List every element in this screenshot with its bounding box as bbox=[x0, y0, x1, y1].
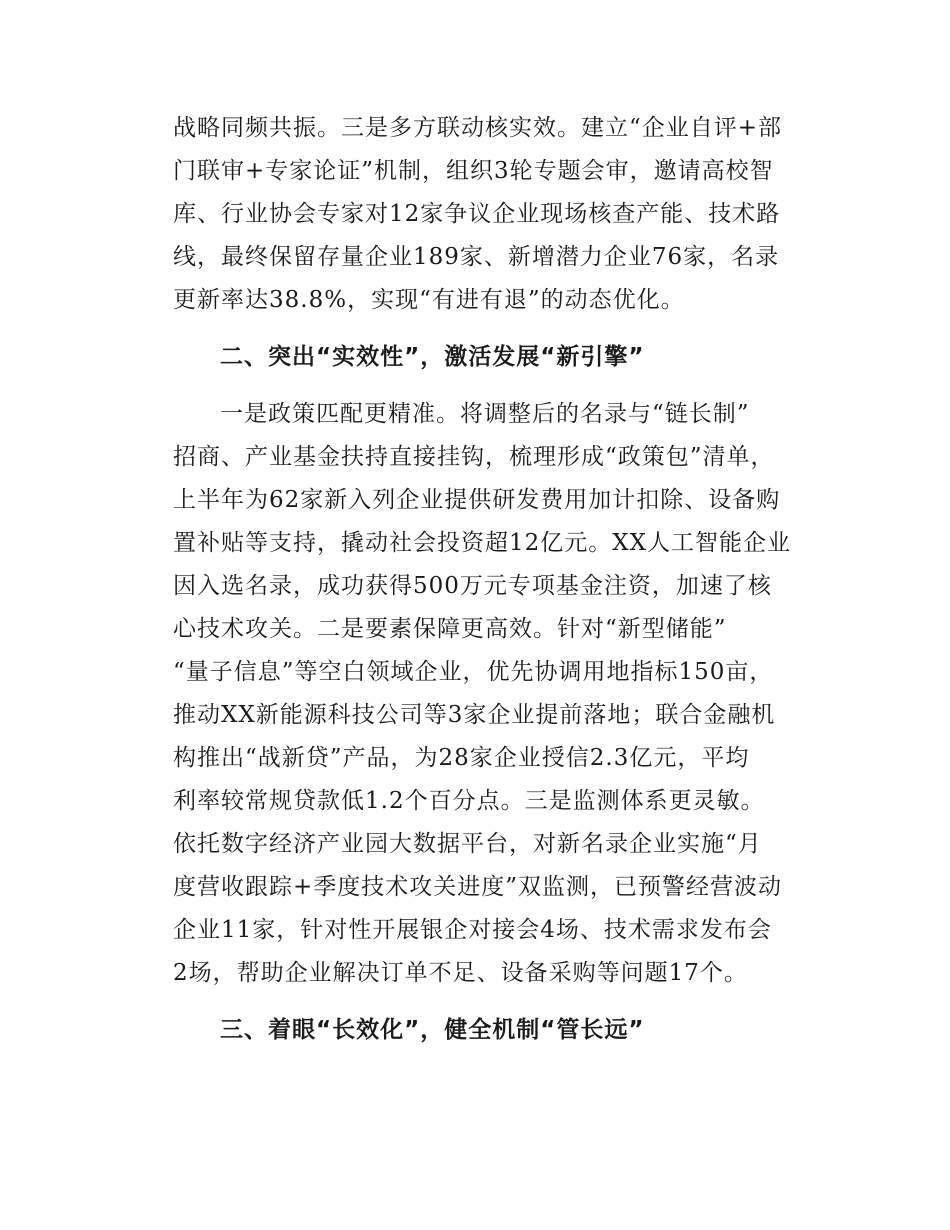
text-line: 招商、产业基金扶持直接挂钩，梳理形成“政策包”清单， bbox=[173, 444, 775, 470]
text-line: 构推出“战新贷”产品，为28家企业授信2.3亿元，平均 bbox=[173, 745, 750, 771]
text-line: 依托数字经济产业园大数据平台，对新名录企业实施“月 bbox=[173, 831, 762, 857]
text-line: 战略同频共振。三是多方联动核实效。建立“企业自评+部 bbox=[173, 115, 783, 141]
text-line: 企业11家，针对性开展银企对接会4场、技术需求发布会 bbox=[173, 917, 772, 943]
text-line: 一是政策匹配更精准。将调整后的名录与“链长制” bbox=[220, 401, 750, 427]
text-line: “量子信息”等空白领域企业，优先协调用地指标150亩， bbox=[173, 659, 774, 685]
section-heading-3: 三、着眼“长效化”，健全机制“管长远” bbox=[220, 1017, 645, 1043]
text-line: 2场，帮助企业解决订单不足、设备采购等问题17个。 bbox=[173, 960, 748, 986]
text-line: 门联审+专家论证”机制，组织3轮专题会审，邀请高校智 bbox=[173, 158, 774, 184]
text-line: 线，最终保留存量企业189家、新增潜力企业76家，名录 bbox=[173, 244, 780, 270]
section-heading-2: 二、突出“实效性”，激活发展“新引擎” bbox=[220, 344, 645, 370]
text-line: 置补贴等支持，撬动社会投资超12亿元。XX人工智能企业 bbox=[173, 530, 792, 556]
text-line: 心技术攻关。二是要素保障更高效。针对“新型储能” bbox=[173, 616, 727, 642]
text-line: 上半年为62家新入列企业提供研发费用加计扣除、设备购 bbox=[173, 487, 781, 513]
text-line: 度营收跟踪+季度技术攻关进度”双监测，已预警经营波动 bbox=[173, 874, 783, 900]
text-line: 利率较常规贷款低1.2个百分点。三是监测体系更灵敏。 bbox=[173, 788, 765, 814]
text-line: 库、行业协会专家对12家争议企业现场核查产能、技术路 bbox=[173, 201, 781, 227]
text-line: 因入选名录，成功获得500万元专项基金注资，加速了核 bbox=[173, 573, 772, 599]
text-line: 更新率达38.8%，实现“有进有退”的动态优化。 bbox=[173, 287, 685, 313]
text-line: 推动XX新能源科技公司等3家企业提前落地；联合金融机 bbox=[173, 702, 776, 728]
